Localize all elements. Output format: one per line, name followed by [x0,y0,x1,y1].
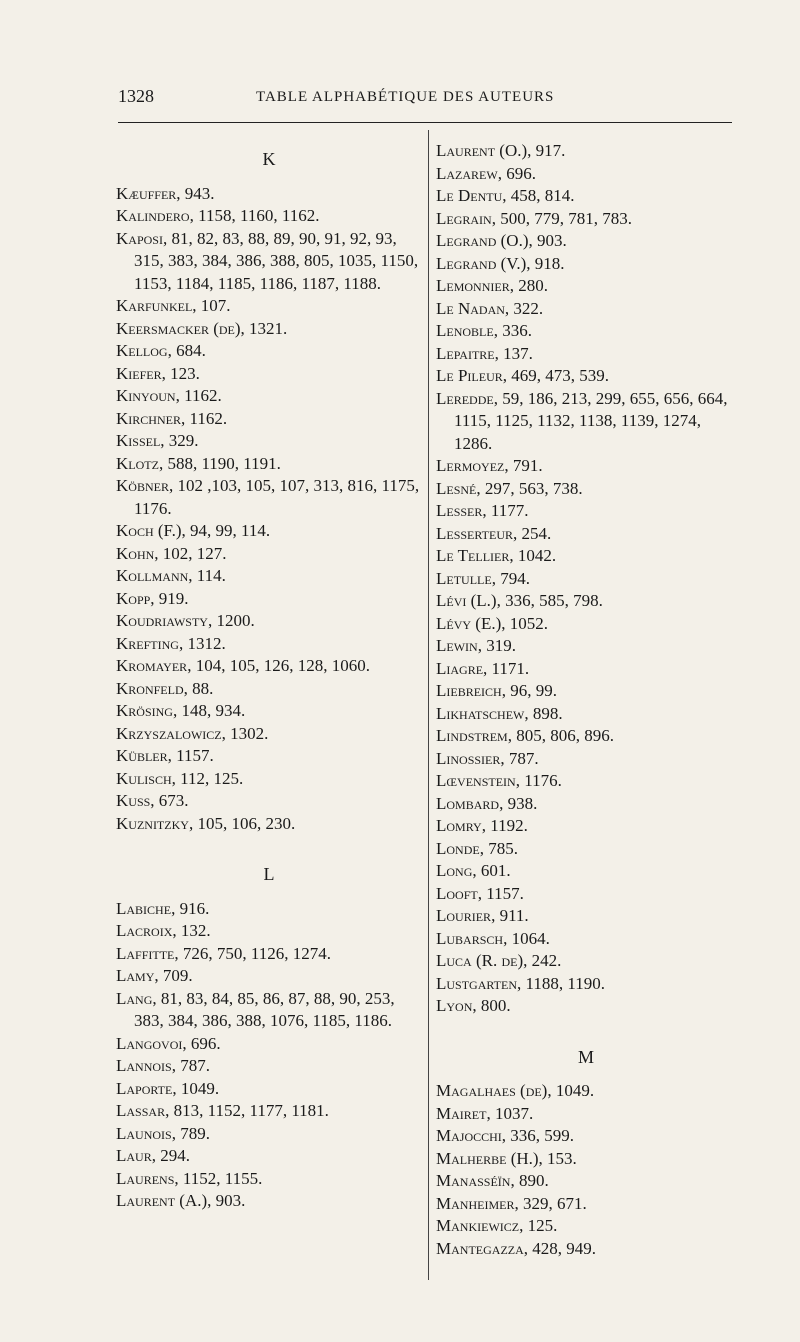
index-entry [436,793,736,816]
index-entry [436,928,736,951]
author-name: Laur [116,1146,152,1165]
author-name: Majocchi [436,1126,502,1145]
index-entry [436,1215,736,1238]
page-references: , 1064. [503,928,550,948]
index-entry [116,633,422,656]
index-entry [116,363,422,386]
author-name: Lepaitre [436,343,495,363]
author-name: Lindstrem [436,726,508,745]
index-entry [116,943,422,966]
page-references: , 1177. [482,501,529,520]
author-name: Köbner [116,476,169,495]
index-entry [436,973,736,996]
page-references: , 1052. [501,613,549,633]
author-name: Kollmann [116,566,189,585]
page-references: , 794. [491,568,530,588]
index-entry [436,1170,736,1193]
author-name: Kronfeld [116,678,184,698]
page-references: , 1200. [207,611,255,630]
index-entry [116,205,422,228]
page-references: , 917. [527,141,566,160]
page-references: , 469, 473, 539. [502,366,609,385]
page-references: , 938. [499,793,538,813]
page-references: , 123. [161,363,200,383]
page-references: , 102 ,103, 105, 107, 313, 816, 1175, 1176. [134,476,420,518]
author-name: Lesserteur [436,523,514,543]
index-entry [436,950,736,973]
page-references: , 105, 106, 230. [188,813,296,833]
index-entry [116,408,422,431]
index-entry [436,883,736,906]
author-name: Lubarsch [436,928,504,948]
author-name: Lazarew [436,163,498,183]
index-entry [116,475,422,520]
author-name: Leredde [436,388,494,408]
page-references: , 322. [504,298,544,318]
index-entry [436,568,736,591]
author-name: Lesné [436,478,477,498]
index-entry [116,790,422,813]
index-entry [116,813,422,836]
page-references: , 137. [494,343,533,363]
index-entry [436,815,736,838]
index-entry [116,565,422,588]
page-references: , 1162. [180,408,228,428]
page-references: , 336, 585, 798. [496,591,603,610]
author-name: Lourier [436,906,492,925]
page-references: , 890. [510,1171,549,1190]
author-name: Malherbe (H.) [436,1148,539,1168]
index-entry [116,965,422,988]
page-references: , 319. [477,636,516,655]
index-entry [116,183,422,206]
index-entry [436,478,736,501]
page-references: , 1049. [172,1078,220,1098]
page-references: , 1157. [477,883,524,903]
author-name: Le Tellier [436,546,510,565]
page-references: , 428, 949. [523,1238,597,1258]
author-name: Le Dentu [436,186,503,205]
index-entry [436,748,736,771]
index-entry [116,453,422,476]
section-letter: M [577,1046,594,1067]
author-name: Launois [116,1123,172,1143]
author-name: Le Pileur [436,366,503,385]
author-name: Lassar [116,1101,166,1120]
index-entry [116,295,422,318]
author-name: Linossier [436,748,501,768]
page-references: , 1152, 1155. [174,1168,263,1188]
index-entry [436,455,736,478]
index-entry [436,1103,736,1126]
index-entry [116,745,422,768]
index-entry [436,545,736,568]
page-header [118,86,732,112]
page-references: , 709. [154,966,193,985]
index-entry [436,253,736,276]
index-entry [436,388,736,456]
author-name: Long [436,861,473,880]
page-references: , 297, 563, 738. [476,478,583,498]
author-name: Manheimer [436,1193,515,1213]
page-references: , 59, 186, 213, 299, 655, 656, 664, 1115, 1125, 1132, 1138, 1139, 1274, 1286. [454,388,728,453]
index-entry [436,320,736,343]
author-name: Letulle [436,568,492,588]
page-references: , 943. [176,183,215,203]
author-name: Le Nadan [436,298,505,318]
index-entry [116,610,422,633]
author-name: Kübler [116,746,168,765]
index-entry [116,655,422,678]
author-name: Mantegazza [436,1238,524,1258]
author-name: Lombard [436,793,500,813]
page-references: , 601. [472,861,511,880]
author-name: Lewin [436,636,478,655]
author-name: Kopp [116,588,151,608]
index-entry [116,1033,422,1056]
page-references: , 329, 671. [514,1193,587,1213]
author-name: Lacroix [116,921,173,940]
page-references: , 919. [150,588,189,608]
page-references: , 336, 599. [501,1126,575,1145]
index-entry [436,838,736,861]
author-name: Mairet [436,1103,487,1123]
page-references: , 791. [504,456,543,475]
index-entry [116,1100,422,1123]
author-name: Kissel [116,431,161,450]
page-references: , 1302. [221,723,269,743]
index-entry [436,635,736,658]
author-name: Krösing [116,701,173,720]
author-name: Legrain [436,208,492,228]
author-name: Kalindero [116,206,190,225]
index-entry [116,898,422,921]
index-entry [436,185,736,208]
page-references: , 903. [528,231,567,250]
page-references: , 242. [523,951,562,970]
page-references: , 1157. [167,746,214,765]
author-name: Lyon [436,996,473,1015]
author-name: Laurent (A.) [116,1191,208,1210]
author-name: Magalhaes (de) [436,1081,548,1100]
author-name: Lannois [116,1056,172,1075]
page-references: , 114. [188,566,226,585]
author-name: Labiche [116,898,172,918]
author-name: Looft [436,883,478,903]
page-references: , 1188, 1190. [517,973,605,993]
page-references: , 918. [526,253,565,273]
page-references: , 696. [182,1033,221,1053]
index-entry [436,208,736,231]
index-entry [436,590,736,613]
author-name: Kiefer [116,363,162,383]
author-name: Keersmacker (de) [116,318,241,338]
index-entry [116,1078,422,1101]
index-entry [436,1125,736,1148]
index-entry [436,613,736,636]
page-references: , 81, 83, 84, 85, 86, 87, 88, 90, 253, 383, 384, 386, 388, 1076, 1185, 1186. [134,988,395,1030]
page-references: , 911. [491,906,529,925]
left-column [116,140,422,1213]
page-number: 1328 [118,86,154,106]
author-name: Londe [436,838,480,858]
page-references: , 726, 750, 1126, 1274. [174,943,332,963]
page-references: , 898. [524,703,563,723]
author-name: Mankiewicz [436,1216,520,1235]
index-entry [436,365,736,388]
author-name: Likhatschew [436,703,525,723]
index-entry [116,340,422,363]
author-name: Klotz [116,453,159,473]
author-name: Lamy [116,966,155,985]
page-references: , 294. [151,1146,190,1165]
author-name: Kulisch [116,768,172,788]
page-references: , 1176. [515,771,562,790]
page-references: , 916. [171,898,210,918]
index-entry [116,1055,422,1078]
index-entry [436,1080,736,1103]
author-name: Krefting [116,633,179,653]
index-entry [116,920,422,943]
index-entry [116,520,422,543]
page-references: , 107. [192,296,231,315]
index-entry [436,860,736,883]
page-references: , 96, 99. [501,681,557,700]
index-entry [116,588,422,611]
index-entry [116,1145,422,1168]
author-name: Koudriawsty [116,611,208,630]
author-name: Krzyszalowicz [116,723,222,743]
author-name: Kuss [116,791,151,810]
index-entry [436,523,736,546]
author-name: Kellog [116,341,168,360]
index-entry [116,768,422,791]
index-entry [436,770,736,793]
page-references: , 1321. [240,318,288,338]
page-references: , 81, 82, 83, 88, 89, 90, 91, 92, 93, 315, 383, 384, 386, 388, 805, 1035, 1150, 1153, 1184, 1185, 1186, 1187, 1188. [134,228,419,293]
index-entry [116,1168,422,1191]
section-letter: L [263,864,275,884]
author-name: Lemonnier [436,276,510,295]
author-name: Kinyoun [116,386,176,405]
index-entry [436,658,736,681]
index-entry [116,430,422,453]
author-name: Kæuffer [116,183,177,203]
index-entry [116,1190,422,1213]
page-references: , 132. [172,921,211,940]
page-references: , 1037. [486,1103,534,1123]
page-references: , 329. [160,431,199,450]
index-entry [436,725,736,748]
index-entry [116,318,422,341]
author-name: Lermoyez [436,456,505,475]
author-name: Kaposi [116,228,163,248]
page-references: , 102, 127. [154,543,227,563]
page-references: , 903. [207,1191,246,1210]
author-name: Kohn [116,543,155,563]
author-name: Lesser [436,501,483,520]
author-name: Liebreich [436,681,502,700]
section-letter: K [262,149,276,169]
author-name: Kirchner [116,408,181,428]
author-name: Lang [116,988,153,1008]
index-entry [116,543,422,566]
index-entry [116,385,422,408]
page-references: , 125. [519,1216,558,1235]
page-references: , 336. [493,321,532,340]
right-column [436,140,736,1260]
page-references: , 787. [171,1056,210,1075]
index-entry [436,905,736,928]
page-references: , 94, 99, 114. [181,521,271,540]
author-name: Kuznitzky [116,813,189,833]
index-entry [436,275,736,298]
column-divider [428,130,429,1280]
page-references: , 458, 814. [502,186,575,205]
index-entry [436,500,736,523]
author-name: Laffitte [116,943,175,963]
page-references: , 805, 806, 896. [507,726,614,745]
page-references: , 684. [167,341,206,360]
page-references: , 813, 1152, 1177, 1181. [165,1101,329,1120]
page-references: , 1162. [175,386,222,405]
author-name: Karfunkel [116,296,193,315]
page-references: , 1042. [509,546,557,565]
author-name: Luca (R. de) [436,951,524,970]
index-entry [436,703,736,726]
page-references: , 112, 125. [171,768,244,788]
author-name: Lenoble [436,321,494,340]
author-name: Laurent (O.) [436,141,528,160]
index-entry [116,700,422,723]
page-references: , 88. [183,678,214,698]
author-name: Manasséïn [436,1171,511,1190]
author-name: Laporte [116,1078,173,1098]
running-title: TABLE ALPHABÉTIQUE DES AUTEURS [256,89,555,105]
page-references: , 1171. [483,658,530,678]
page-references: , 148, 934. [172,701,246,720]
author-name: Langovoi [116,1033,183,1053]
page-references: , 800. [472,996,511,1015]
index-entry [436,140,736,163]
author-name: Lustgarten [436,973,517,993]
index-entry [116,228,422,296]
author-name: Lomry [436,816,482,835]
header-rule [118,122,732,123]
author-name: Lévy (E.) [436,613,502,633]
index-entry [436,343,736,366]
page-references: , 588, 1190, 1191. [158,453,281,473]
page-references: , 787. [500,748,539,768]
page-references: , 1312. [178,633,226,653]
author-name: Laurens [116,1168,175,1188]
index-entry [116,988,422,1033]
index-entry [436,298,736,321]
index-entry [436,1148,736,1171]
index-entry [436,163,736,186]
index-entry [116,723,422,746]
author-name: Lévi (L.) [436,591,497,610]
author-name: Lœvenstein [436,771,516,790]
page-references: , 785. [479,838,518,858]
page-references: , 1158, 1160, 1162. [189,206,320,225]
author-name: Legrand (V.) [436,253,527,273]
index-entry [116,678,422,701]
index-entry [436,680,736,703]
author-name: Liagre [436,658,484,678]
page-references: , 254. [513,523,552,543]
index-entry [436,1193,736,1216]
page-references: , 696. [497,163,536,183]
index-entry [436,230,736,253]
index-entry [436,1238,736,1261]
page-references: , 1049. [547,1081,595,1100]
page-references: , 673. [150,791,189,810]
page-references: , 104, 105, 126, 128, 1060. [187,656,370,675]
page-references: , 153. [538,1148,577,1168]
page-references: , 1192. [481,816,528,835]
author-name: Kromayer [116,656,188,675]
page-references: , 500, 779, 781, 783. [491,208,632,228]
index-entry [436,995,736,1018]
page-references: , 789. [171,1123,210,1143]
author-name: Legrand (O.) [436,231,529,250]
index-entry [116,1123,422,1146]
author-name: Koch (F.) [116,521,182,540]
page-references: , 280. [509,276,548,295]
